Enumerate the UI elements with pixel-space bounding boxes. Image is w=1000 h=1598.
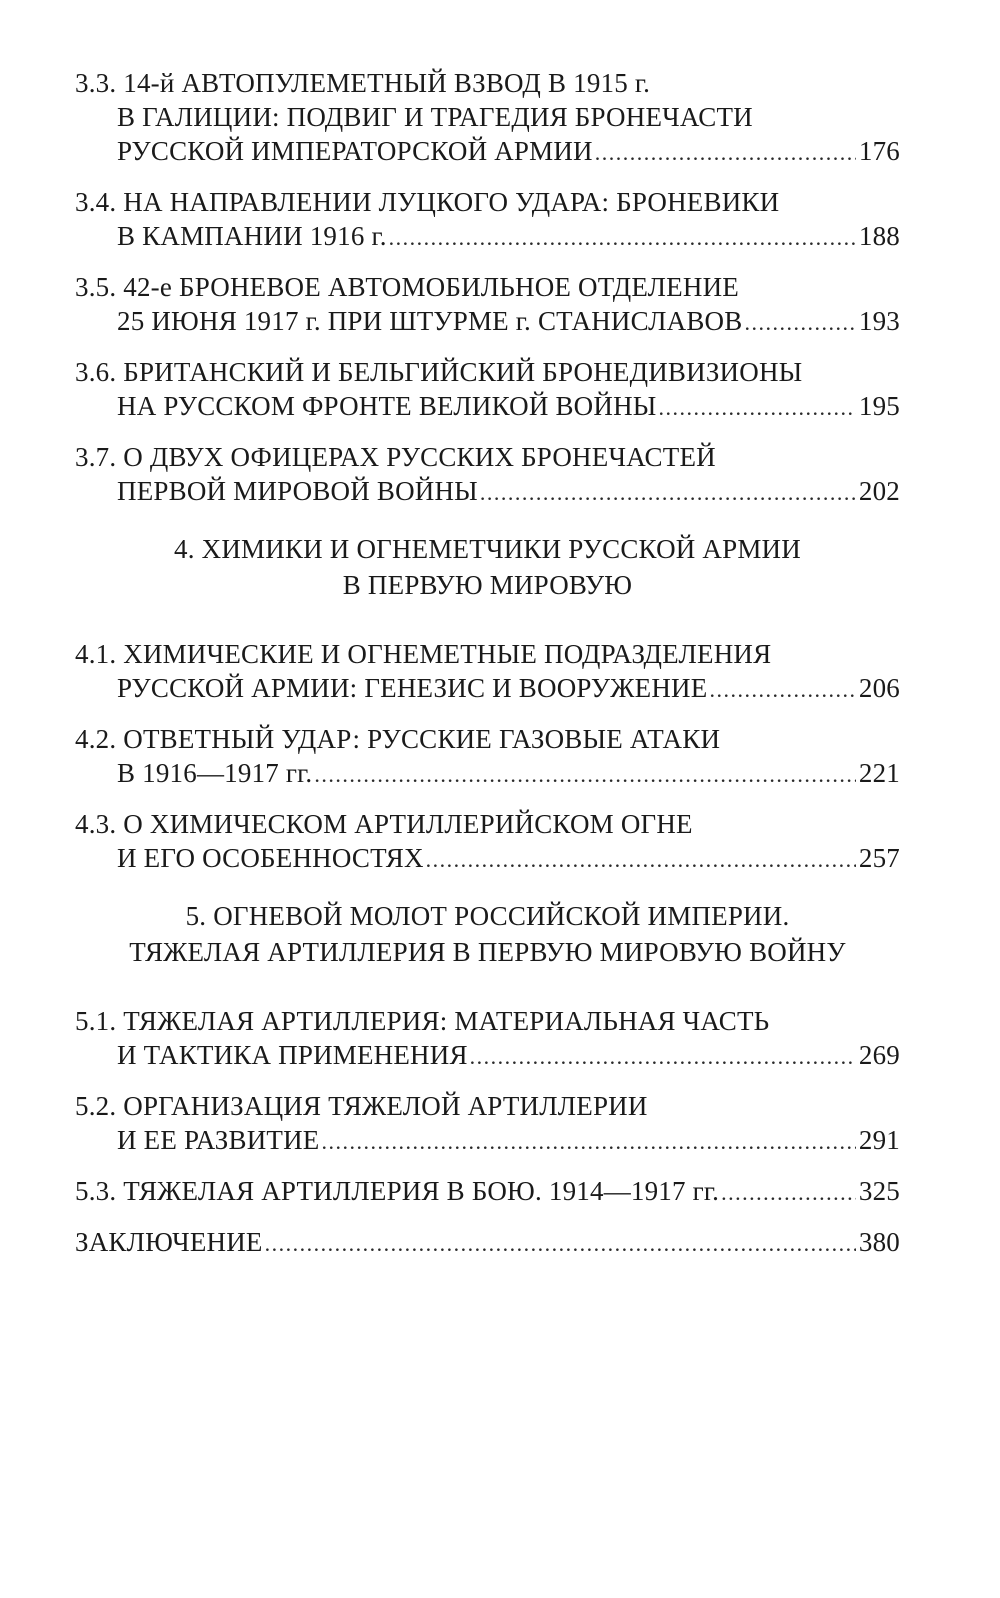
dot-leader [265,1227,856,1261]
section-heading-4 [75,525,900,615]
entry-title-continued: 25 ИЮНЯ 1917 г. ПРИ ШТУРМЕ г. СТАНИСЛАВОВ [117,306,743,336]
toc-entry-5-3 [75,1174,900,1210]
entry-number: 5.3. [75,1176,117,1206]
toc-entry-4-1 [75,637,900,707]
toc-entry-3-3 [75,66,900,170]
entry-title-continued: В ГАЛИЦИИ: ПОДВИГ И ТРАГЕДИЯ БРОНЕЧАСТИ [117,102,753,132]
entry-number: 4.1. [75,639,117,669]
dot-leader [389,221,856,255]
page-number: 176 [858,136,900,166]
entry-title: О ХИМИЧЕСКОМ АРТИЛЛЕРИЙСКОМ ОГНЕ [123,809,693,839]
entry-title: 42-е БРОНЕВОЕ АВТОМОБИЛЬНОЕ ОТДЕЛЕНИЕ [123,272,739,302]
entry-title-continued: В 1916—1917 гг. [117,758,313,788]
entry-number: 3.5. [75,272,117,302]
toc-entry-4-2 [75,722,900,792]
section-title: 5. ОГНЕВОЙ МОЛОТ РОССИЙСКОЙ ИМПЕРИИ. [185,901,790,931]
page-number: 325 [858,1176,900,1206]
toc-entry-5-1 [75,1004,900,1074]
entry-title-continued: И ТАКТИКА ПРИМЕНЕНИЯ [117,1040,468,1070]
dot-leader [314,758,856,792]
entry-title: ТЯЖЕЛАЯ АРТИЛЛЕРИЯ: МАТЕРИАЛЬНАЯ ЧАСТЬ [123,1006,770,1036]
dot-leader [595,136,856,170]
entry-title: ЗАКЛЮЧЕНИЕ [75,1227,263,1257]
page-number: 206 [858,673,900,703]
entry-title: ХИМИЧЕСКИЕ И ОГНЕМЕТНЫЕ ПОДРАЗДЕЛЕНИЯ [123,639,772,669]
toc-entry-4-3 [75,807,900,877]
entry-title-continued: РУССКОЙ АРМИИ: ГЕНЕЗИС И ВООРУЖЕНИЕ [117,673,708,703]
page-number: 291 [858,1125,900,1155]
entry-title: О ДВУХ ОФИЦЕРАХ РУССКИХ БРОНЕЧАСТЕЙ [123,442,716,472]
table-of-contents [75,66,900,1261]
page-number: 257 [858,843,900,873]
page-number: 193 [858,306,900,336]
entry-title: БРИТАНСКИЙ И БЕЛЬГИЙСКИЙ БРОНЕДИВИЗИОНЫ [123,357,803,387]
entry-number: 3.6. [75,357,117,387]
page-number: 269 [858,1040,900,1070]
page-number: 202 [858,476,900,506]
toc-entry-conclusion [75,1225,900,1261]
entry-number: 4.2. [75,724,117,754]
entry-number: 5.2. [75,1091,117,1121]
toc-entry-3-6 [75,355,900,425]
entry-number: 3.3. [75,68,117,98]
entry-title-continued: НА РУССКОМ ФРОНТЕ ВЕЛИКОЙ ВОЙНЫ [117,391,657,421]
entry-title-continued: И ЕГО ОСОБЕННОСТЯХ [117,843,424,873]
dot-leader [322,1125,856,1159]
entry-title: 14-й АВТОПУЛЕМЕТНЫЙ ВЗВОД В 1915 г. [123,68,651,98]
section-heading-5 [75,892,900,982]
entry-title: ТЯЖЕЛАЯ АРТИЛЛЕРИЯ В БОЮ. 1914—1917 гг. [123,1176,720,1206]
dot-leader [709,673,855,707]
section-title-continued: В ПЕРВУЮ МИРОВУЮ [342,570,633,600]
toc-entry-3-7 [75,440,900,510]
entry-title: ОТВЕТНЫЙ УДАР: РУССКИЕ ГАЗОВЫЕ АТАКИ [123,724,721,754]
toc-entry-5-2 [75,1089,900,1159]
entry-title: ОРГАНИЗАЦИЯ ТЯЖЕЛОЙ АРТИЛЛЕРИИ [123,1091,648,1121]
toc-entry-3-5 [75,270,900,340]
toc-entry-3-4 [75,185,900,255]
entry-number: 3.4. [75,187,117,217]
dot-leader [426,843,856,877]
section-title-continued: ТЯЖЕЛАЯ АРТИЛЛЕРИЯ В ПЕРВУЮ МИРОВУЮ ВОЙНУ [129,937,846,967]
page-number: 188 [858,221,900,251]
entry-title-continued: И ЕЕ РАЗВИТИЕ [117,1125,320,1155]
dot-leader [659,391,856,425]
entry-number: 5.1. [75,1006,117,1036]
entry-number: 4.3. [75,809,117,839]
page-number: 195 [858,391,900,421]
page-number: 380 [858,1227,900,1257]
dot-leader [721,1176,856,1210]
page-number: 221 [858,758,900,788]
dot-leader [744,306,855,340]
dot-leader [480,476,856,510]
entry-title: НА НАПРАВЛЕНИИ ЛУЦКОГО УДАРА: БРОНЕВИКИ [123,187,780,217]
entry-title-continued: РУССКОЙ ИМПЕРАТОРСКОЙ АРМИИ [117,136,593,166]
section-title: 4. ХИМИКИ И ОГНЕМЕТЧИКИ РУССКОЙ АРМИИ [174,534,801,564]
entry-number: 3.7. [75,442,117,472]
entry-title-continued: В КАМПАНИИ 1916 г. [117,221,387,251]
dot-leader [470,1040,856,1074]
entry-title-continued: ПЕРВОЙ МИРОВОЙ ВОЙНЫ [117,476,478,506]
